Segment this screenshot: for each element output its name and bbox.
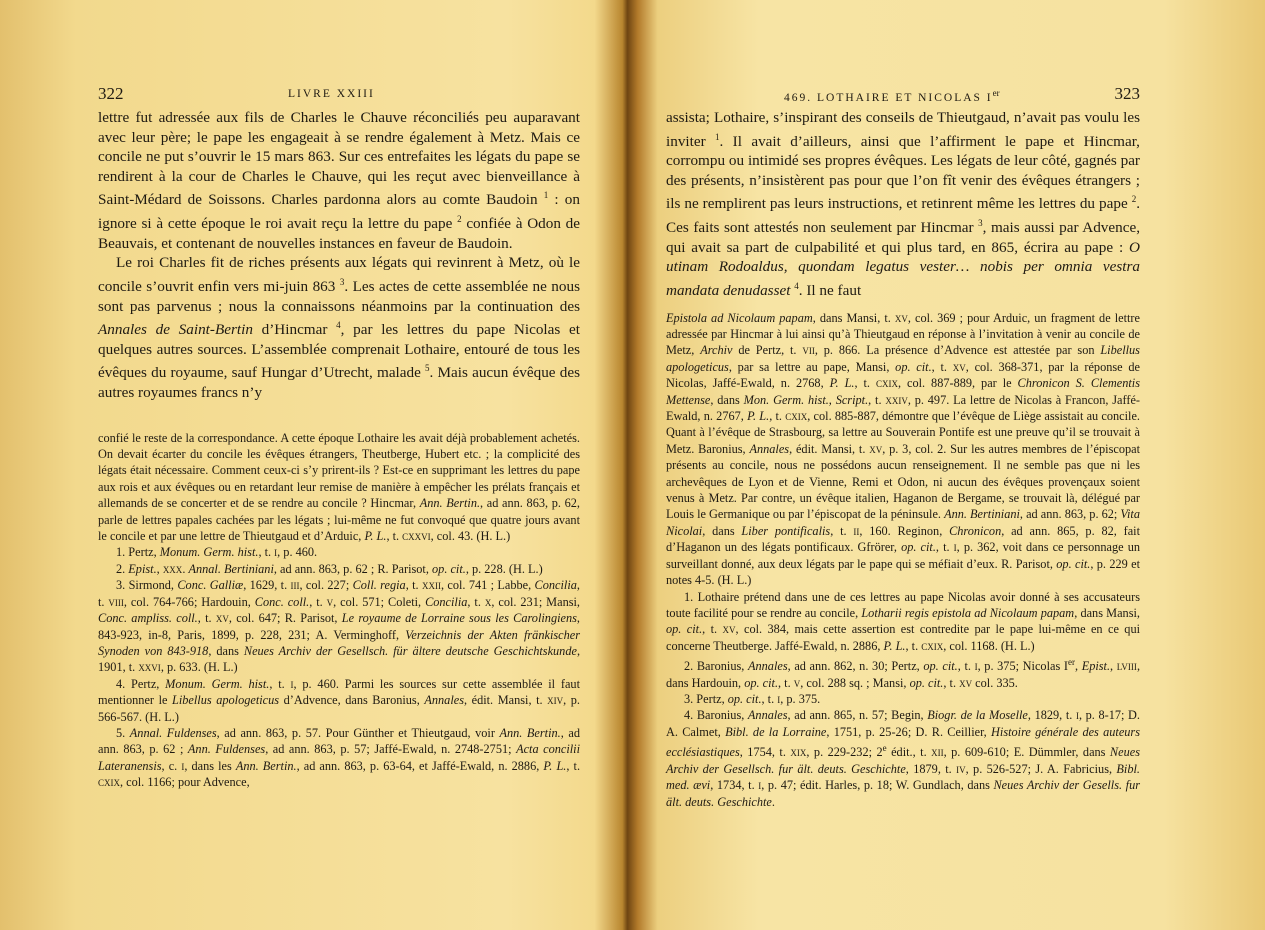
footnote-5: 4. Baronius, Annales, ad ann. 865, n. 57; Begin, Biogr. de la Moselle, 1829, t. i, p. 8-17; D. A. Calmet, Bibl. de la Lorraine, 1751, p. 25-26; D. R. Ceillier, Histoire générale des auteurs ecclésiastiques, 1754, t. xix, p. 229-232; 2e édit., t. xii, p. 609-610; E. Dümmler, dans Neues Archiv der Gesellsch. fur ält. deuts. Geschichte, 1879, t. iv, p. 526-527; J. A. Fabricius, Bibl. med. ævi, 1734, t. i, p. 47; édit. Harles, p. 18; W. Gundlach, dans Neues Archiv der Gesells. fur ält. deuts. Geschichte.: [666, 708, 1140, 809]
footnote-2: 1. Pertz, Monum. Germ. hist., t. i, p. 460.: [116, 545, 318, 560]
footnote-6: 5. Annal. Fuldenses, ad ann. 863, p. 57. Pour Günther et Thieutgaud, voir Ann. Bertin., ad ann. 863, p. 62 ; Ann. Fuldenses, ad ann. 863, p. 57; Jaffé-Ewald, n. 2748-2751; Acta concilii Lateranensis, c. i, dans les Ann. Bertin., ad ann. 863, p. 63-64, et Jaffé-Ewald, n. 2886, P. L., t. cxix, col. 1166; pour Advence,: [98, 725, 581, 790]
left-body-text: [98, 108, 580, 403]
footnote-4: 3. Pertz, op. cit., t. i, p. 375.: [684, 692, 821, 707]
left-footnotes: [98, 430, 580, 791]
right-footnotes: [666, 310, 1140, 810]
page-number: 323: [1114, 84, 1140, 103]
page-number: 322: [98, 84, 124, 103]
running-title: [784, 88, 1000, 104]
left-page: [0, 0, 612, 930]
running-title-text: 469. LOTHAIRE ET NICOLAS I: [784, 91, 993, 104]
running-title-sup: er: [992, 88, 1000, 98]
left-running-head: [98, 82, 580, 108]
footnote-4: 3. Sirmond, Conc. Galliæ, 1629, t. iii, col. 227; Coll. regia, t. xxii, col. 741 ; Labbe, Concilia, t. viii, col. 764-766; Hardouin, Conc. coll., t. v, col. 571; Coleti, Concilia, t. x, col. 231; Mansi, Conc. ampliss. coll., t. xv, col. 647; R. Parisot, Le royaume de Lorraine sous les Carolingiens, 843-923, in-8, Paris, 1899, p. 228, 231; A. Verminghoff, Verzeichnis der Akten fränkischer Synoden von 843-918, dans Neues Archiv der Gesellsch. für ältere deutsche Geschichtskunde, 1901, t. xxvi, p. 633. (H. L.): [98, 578, 581, 675]
right-page: [618, 0, 1265, 930]
right-body-text: [666, 108, 1140, 301]
running-title: LIVRE XXIII: [288, 88, 375, 100]
footnote-5: 4. Pertz, Monum. Germ. hist., t. i, p. 460. Parmi les sources sur cette assemblée il faut mentionner le Libellus apologeticus d’Advence, dans Baronius, Annales, édit. Mansi, t. xiv, p. 566-567. (H. L.): [98, 676, 581, 724]
footnote-1: confié le reste de la correspondance. A cette époque Lothaire les avait déjà probablement achetés. On devait écarter du concile les évêques étrangers, Theutberge, Hubert etc. ; la complicité des légats était nécessaire. Comment ceux-ci s’y prirent-ils ? Est-ce en supprimant les lettres du pape aux rois et aux évêques ou en retardant leur remise de manière à empêcher les prélats français et allemands de se concerter et de se rendre au concile ? Hincmar, Ann. Bertin., ad ann. 863, p. 62, parle de lettres papales cachées par les légats ; lui-même ne fut convoqué que quatre jours avant le concile et par une lettre de Thieutgaud et d’Arduic, P. L., t. cxxvi, col. 43. (H. L.): [98, 430, 580, 544]
footnote-2: 1. Lothaire prétend dans une de ces lettres au pape Nicolas avoir donné à ses accusateurs toute facilité pour se rendre au concile, Lotharii regis epistola ad Nicolaum papam, dans Mansi, op. cit., t. xv, col. 384, mais cette assertion est contredite par le pape lui-même en ce qui concerne Theutberge. Jaffé-Ewald, n. 2886, P. L., t. cxix, col. 1168. (H. L.): [666, 589, 1141, 653]
paragraph-1: lettre fut adressée aux fils de Charles le Chauve réconciliés peu auparavant avec leur père; le pape les engageait à se rendre également à Metz. Mais ce concile ne put s’ouvrir le 15 mars 863. Sur ces entrefaites les légats du pape se rendirent à la cour de Charles le Chauve, qui les reçut avec bienveillance à Saint-Médard de Soissons. Charles pardonna alors au comte Baudoin $^1$ : on ignore si à cette époque le roi avait reçu la lettre du pape $^2$ confiée à Odon de Beauvais, et contenant de nouvelles instances en faveur de Baudoin.: [98, 109, 580, 252]
paragraph-2: Le roi Charles fit de riches présents aux légats qui revinrent à Metz, où le concile s’ouvrit enfin vers mi-juin 863 $^3$. Les actes de cette assemblée ne nous sont pas parvenus ; nous la connaissons néanmoins par la continuation des Annales de Saint-Bertin d’Hincmar $^4$, par les lettres du pape Nicolas et quelques autres sources. L’assemblée comprenait Lothaire, entouré de tous les évêques du royaume, sauf Hungar d’Utrecht, malade $^5$. Mais aucun évêque des autres royaumes francs n’y: [98, 254, 581, 402]
footnote-3: 2. Epist., xxx. Annal. Bertiniani, ad ann. 863, p. 62 ; R. Parisot, op. cit., p. 228. (H. L.): [116, 561, 543, 576]
paragraph-1: assista; Lothaire, s’inspirant des conseils de Thieutgaud, n’avait pas voulu les inviter $^1$. Il avait d’ailleurs, ainsi que l’affirment le pape et Hincmar, corrompu ou intimidé ses propres évêques. Les légats de leur côté, gagnés par des présents, n’insistèrent pas pour que l’on fît venir des évêques étrangers ; ils ne remplirent pas leurs instructions, et retinrent même les lettres du pape $^2$. Ces faits sont attestés non seulement par Hincmar $^3$, mais aussi par Advence, qui avait sa part de culpabilité et qui plus tard, en 865, écrira au pape : O utinam Rodoaldus, quondam legatus vester… nobis per omnia vestra mandata denudasset $^4$. Il ne faut: [666, 109, 1140, 299]
footnote-1: Epistola ad Nicolaum papam, dans Mansi, t. xv, col. 369 ; pour Arduic, un fragment de lettre adressée par Hincmar à lui ainsi qu’à Thieutgaud en réponse à l’invitation à venir au concile de Metz, Archiv de Pertz, t. vii, p. 866. La présence d’Advence est attestée par son Libellus apologeticus, par sa lettre au pape, Mansi, op. cit., t. xv, col. 368-371, par la réponse de Nicolas, Jaffé-Ewald, n. 2768, P. L., t. cxix, col. 887-889, par le Chronicon S. Clementis Mettense, dans Mon. Germ. hist., Script., t. xxiv, p. 497. La lettre de Nicolas à Francon, Jaffé-Ewald, n. 2767, P. L., t. cxix, col. 885-887, démontre que l’évêque de Liège assistait au concile. Quant à l’évêque de Strasbourg, sa lettre au Souverain Pontife est une preuve qu’il se trouvait à Metz. Baronius, Annales, édit. Mansi, t. xv, p. 3, col. 2. Sur les autres membres de l’épiscopat présents au concile, nous ne possédons aucun renseignement. Il ne semble pas que ni les archevêques de Lyon et de Vienne, Remi et Odon, ni aucun des évêques provençaux soient venus à Metz. Par contre, un évêque italien, Haganon de Bergame, se trouvait là, délégué par Louis le Germanique ou par l’épiscopat de la péninsule. Ann. Bertiniani, ad ann. 863, p. 62; Vita Nicolai, dans Liber pontificalis, t. ii, 160. Reginon, Chronicon, ad ann. 865, p. 82, fait d’Haganon un des légats pontificaux. Gfrörer, op. cit., t. i, p. 362, voit dans ce personnage un surveillant donné, aux deux légats par le pape qui se méfiait d’eux. R. Parisot, op. cit., p. 229 et notes 4-5. (H. L.): [666, 310, 1141, 588]
footnote-3: 2. Baronius, Annales, ad ann. 862, n. 30; Pertz, op. cit., t. i, p. 375; Nicolas Ier, Epist., lviii, dans Hardouin, op. cit., t. v, col. 288 sq. ; Mansi, op. cit., t. xv col. 335.: [666, 657, 1141, 690]
right-running-head: [666, 82, 1140, 108]
